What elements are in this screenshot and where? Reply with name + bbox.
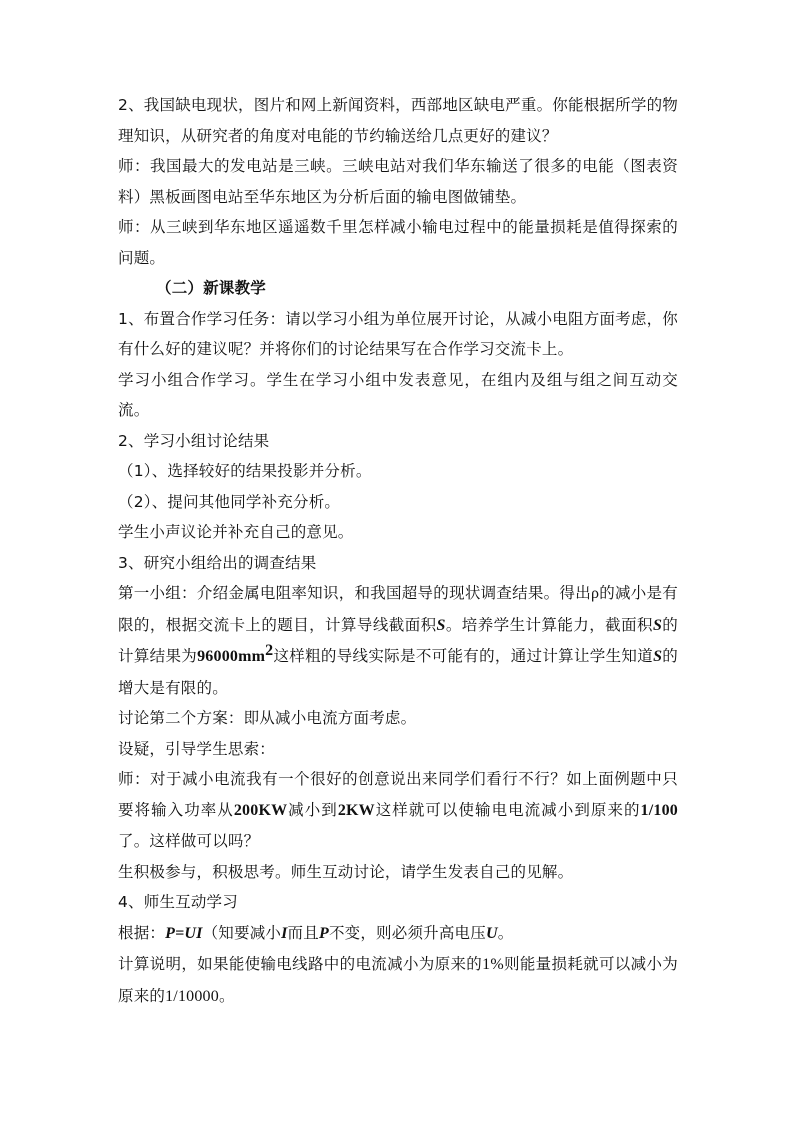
- symbol-s: S: [653, 648, 663, 665]
- symbol-s: S: [652, 616, 663, 634]
- text: 这样粗的导线实际是不可能有的，通过计算让学生知道: [273, 647, 654, 665]
- text: 。: [218, 986, 235, 1005]
- paragraph-formula: [118, 918, 678, 950]
- text: 不变，则必须升高电压: [328, 923, 486, 942]
- paragraph-question: 设疑，引导学生思索：: [118, 739, 276, 758]
- superscript: 2: [265, 641, 274, 659]
- text: 师：对于减小电流我有一个很好的创意说出来同学们看行不行？如上面例题中只要将输入功率从: [118, 770, 678, 819]
- text: 计算说明，如果能使输电线路中的电流减小为原来的: [118, 955, 483, 973]
- text: 则能量损耗就可以减小为原来的: [118, 955, 679, 1005]
- paragraph-item-2: （2）、提问其他同学补充分析。: [118, 492, 341, 511]
- symbol-p: P: [318, 924, 329, 942]
- text: 这样就可以使输电电流减小到原来的: [374, 800, 641, 819]
- paragraph-discussion-result: 2、学习小组讨论结果: [118, 431, 270, 450]
- paragraph-loss-question: 师：从三峡到华东地区遥遥数千里怎样减小输电过程中的能量损耗是值得探索的问题。: [118, 218, 678, 267]
- fraction-value: 1/10000: [165, 987, 219, 1005]
- text: 而且: [287, 923, 319, 942]
- power-value-1: 200KW: [233, 801, 288, 819]
- text: 了。这样做可以吗？: [118, 832, 260, 850]
- paragraph-shortage: 2、我国缺电现状，图片和网上新闻资料，西部地区缺电严重。你能根据所学的物理知识，从研究者的角度对电能的节约输送给几点更好的建议？: [118, 96, 678, 145]
- paragraph-interaction: 4、师生互动学习: [118, 893, 238, 911]
- text: 的减小是有限的，根据交流卡上的题目，计算导线截面积: [118, 584, 678, 634]
- text: 。培养学生计算能力，截面积: [445, 615, 653, 634]
- power-value-2: 2KW: [337, 801, 375, 819]
- text: 第一小组：介绍金属电阻率知识，和我国超导的现状调查结果。得出: [118, 584, 591, 602]
- fraction-value: 1/100: [640, 801, 678, 819]
- paragraph-group-one: [118, 578, 678, 703]
- text: 减小到: [287, 800, 338, 819]
- paragraph-participation: 生积极参与，积极思考。师生互动讨论，请学生发表自己的见解。: [118, 862, 574, 881]
- rho-symbol: ρ: [590, 585, 600, 602]
- percent-value: 1%: [482, 956, 504, 973]
- paragraph-survey-title: 3、研究小组给出的调查结果: [118, 553, 317, 572]
- paragraph-teacher-idea: [118, 764, 678, 857]
- formula: P=UI: [165, 924, 203, 942]
- document-page: [118, 90, 678, 1012]
- paragraph-task: 1、布置合作学习任务：请以学习小组为单位展开讨论，从减小电阻方面考虑，你有什么好的建议呢？并将你们的讨论结果写在合作学习交流卡上。: [118, 309, 678, 358]
- symbol-i: I: [281, 924, 288, 942]
- symbol-u: U: [485, 924, 498, 942]
- paragraph-group-study: 学习小组合作学习。学生在学习小组中发表意见，在组内及组与组之间互动交流。: [118, 370, 678, 419]
- text: 根据：: [118, 923, 166, 942]
- text: （知要减小: [202, 923, 282, 942]
- text: 的增大是有限的。: [118, 647, 678, 697]
- paragraph-calculation: [118, 949, 678, 1012]
- area-value: 96000mm: [197, 648, 266, 665]
- paragraph-item-1: （1）、选择较好的结果投影并分析。: [118, 462, 372, 480]
- section-heading: （二）新课教学: [156, 279, 266, 297]
- paragraph-student-opinion: 学生小声议论并补充自己的意见。: [118, 523, 354, 541]
- paragraph-second-plan: 讨论第二个方案：即从减小电流方面考虑。: [118, 709, 417, 727]
- text: 的计算结果为: [118, 615, 678, 665]
- symbol-s: S: [436, 616, 446, 634]
- paragraph-three-gorges: 师：我国最大的发电站是三峡。三峡电站对我们华东输送了很多的电能（图表资料）黑板画图电站至华东地区为分析后面的输电图做铺垫。: [118, 157, 678, 206]
- text: 。: [497, 923, 514, 942]
